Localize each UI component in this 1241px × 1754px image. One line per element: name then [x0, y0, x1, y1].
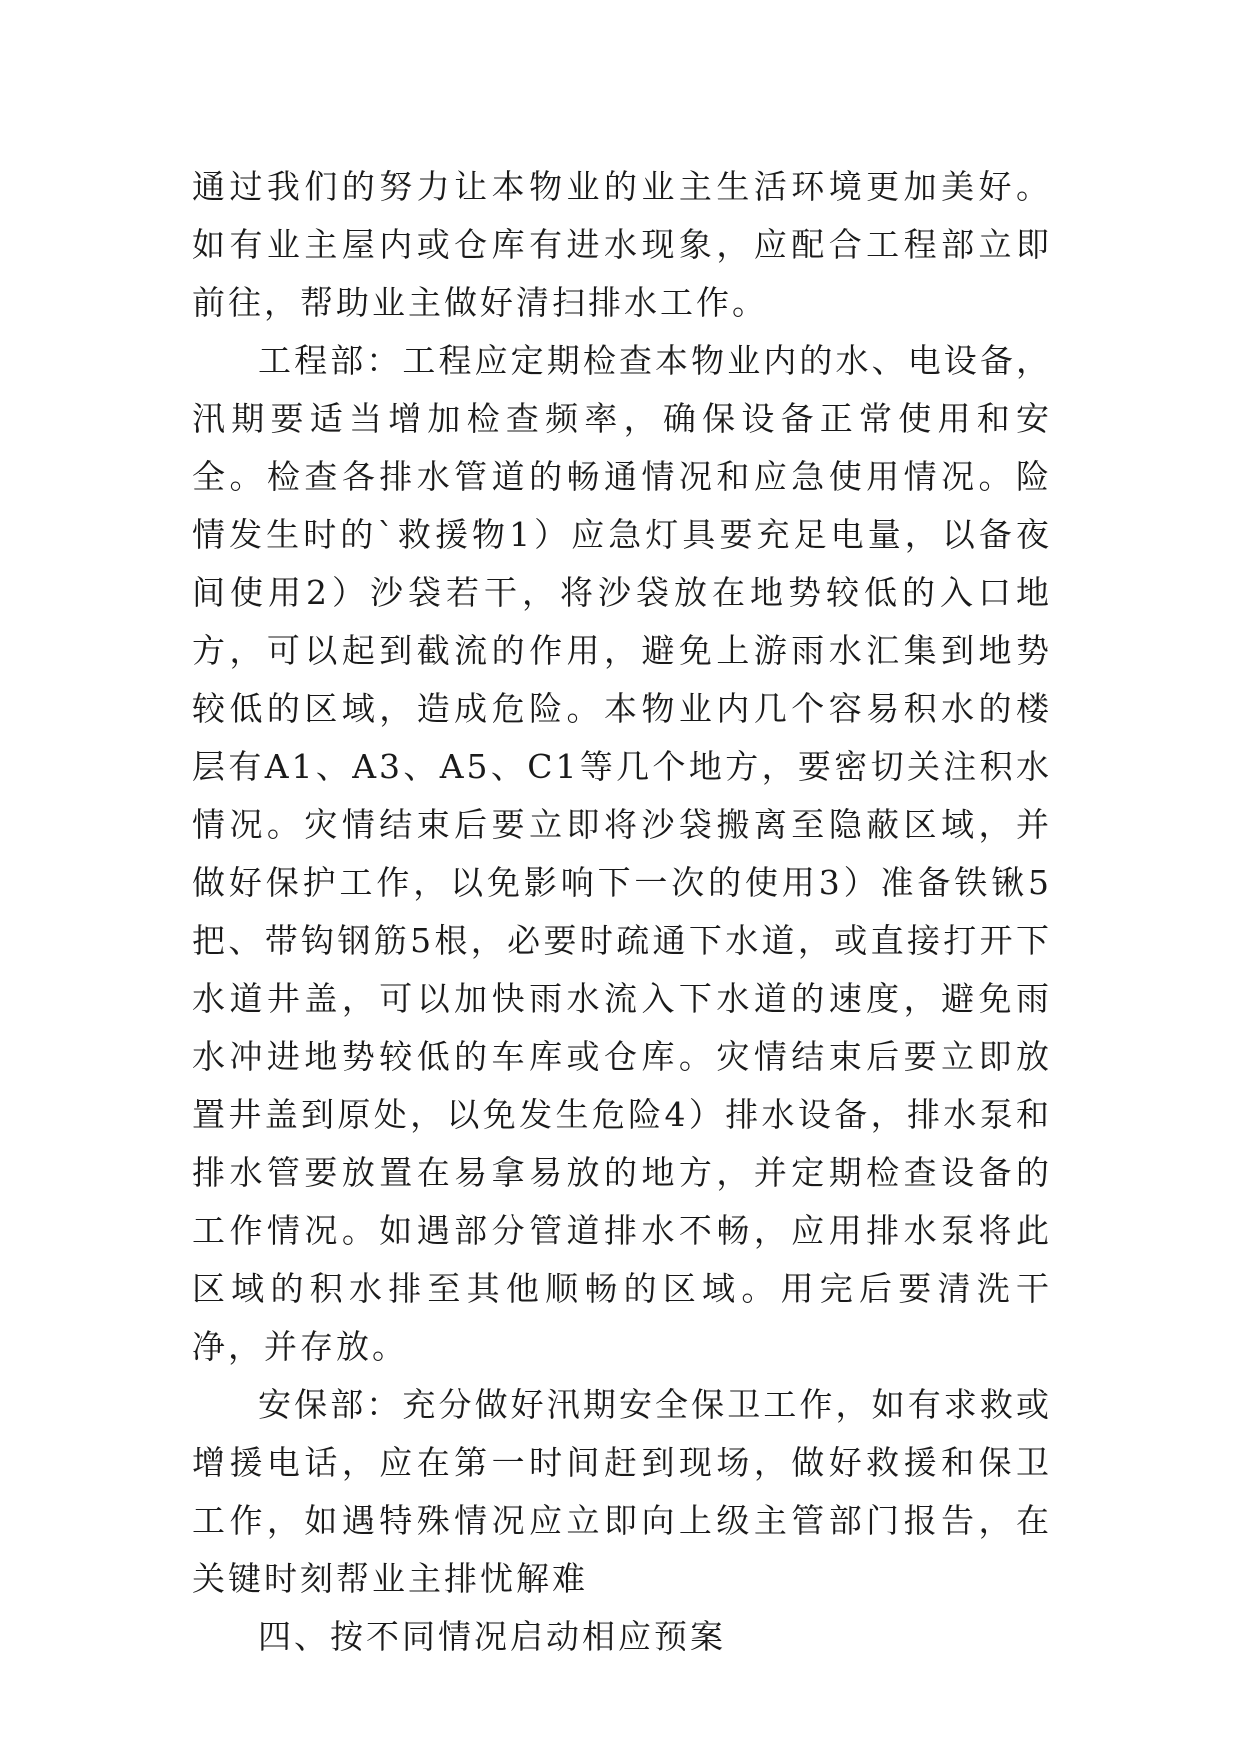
section-heading: 四、按不同情况启动相应预案: [258, 1617, 726, 1656]
paragraph-security-department: 安保部：充分做好汛期安全保卫工作，如有求救或增援电话，应在第一时间赶到现场，做好救援和保卫工作，如遇特殊情况应立即向上级主管部门报告，在关键时刻帮业主排忧解难: [192, 1385, 1052, 1598]
paragraph-engineering-department: 工程部：工程应定期检查本物业内的水、电设备，汛期要适当增加检查频率，确保设备正常使用和安全。检查各排水管道的畅通情况和应急使用情况。险情发生时的`救援物1）应急灯具要充足电量，以备夜间使用2）沙袋若干，将沙袋放在地势较低的入口地方，可以起到截流的作用，避免上游雨水汇集到地势较低的区域，造成危险。本物业内几个容易积水的楼层有A1、A3、A5、C1等几个地方，要密切关注积水情况。灾情结束后要立即将沙袋搬离至隐蔽区域，并做好保护工作，以免影响下一次的使用3）准备铁锹5把、带钩钢筋5根，必要时疏通下水道，或直接打开下水道井盖，可以加快雨水流入下水道的速度，避免雨水冲进地势较低的车库或仓库。灾情结束后要立即放置井盖到原处，以免发生危险4）排水设备，排水泵和排水管要放置在易拿易放的地方，并定期检查设备的工作情况。如遇部分管道排水不畅，应用排水泵将此区域的积水排至其他顺畅的区域。用完后要清洗干净，并存放。: [192, 341, 1052, 1366]
paragraph-owner-assistance: 通过我们的努力让本物业的业主生活环境更加美好。如有业主屋内或仓库有进水现象，应配合工程部立即前往，帮助业主做好清扫排水工作。: [192, 167, 1052, 322]
document-body: [192, 158, 1052, 1666]
